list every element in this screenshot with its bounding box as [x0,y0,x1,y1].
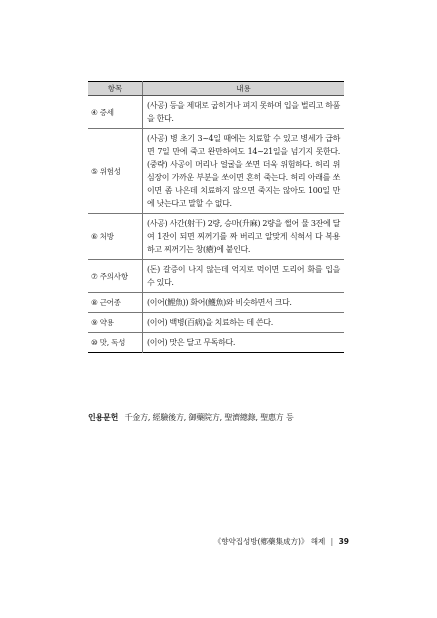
table-row [88,96,344,129]
row-label: ⑤ 위험성 [88,129,143,214]
header-item: 항목 [88,82,143,96]
row-label: ⑧ 근어종 [88,293,143,313]
row-text: (사공) 등을 제대로 굽히거나 펴지 못하며 입을 벌리고 하품을 한다. [143,96,345,129]
row-label: ⑦ 주의사항 [88,260,143,293]
references-label: 인용문헌 [88,413,119,422]
table-header-row [88,82,344,96]
references-line [88,412,293,423]
row-label: ⑨ 약용 [88,313,143,333]
row-label: ④ 증세 [88,96,143,129]
footer-title: 《향약집성방(鄕藥集成方)》 해제 [213,537,326,546]
table-row [88,260,344,293]
table-row [88,129,344,214]
row-text: (이어) 맛은 달고 무독하다. [143,333,345,353]
row-text: (사공) 사간(射干) 2량, 승마(升麻) 2량을 썰어 물 3잔에 달여 1잔이 되면 찌꺼기를 짜 버리고 알맞게 식혀서 다 복용하고 찌꺼기는 창(瘡)에 붙인다. [143,214,345,260]
table-row [88,293,344,313]
table-row [88,313,344,333]
page-number: 39 [338,537,349,546]
footer-separator: | [330,537,334,546]
table-row [88,333,344,353]
page-footer [214,536,349,547]
row-label: ⑥ 처방 [88,214,143,260]
table-row [88,214,344,260]
row-text: (이어(鯉魚)) 화어(鱯魚)와 비슷하면서 크다. [143,293,345,313]
row-text: (이어) 백병(百病)을 치료하는 데 쓴다. [143,313,345,333]
item-content-table [88,81,344,353]
row-text: (돈) 갈증이 나지 않는데 억지로 먹이면 도리어 화를 입을 수 있다. [143,260,345,293]
row-label: ⑩ 맛, 독성 [88,333,143,353]
header-content: 내용 [143,82,345,96]
references-text: 千金方, 經驗後方, 御藥院方, 聖濟總錄, 聖惠方 등 [124,413,294,422]
row-text: (사공) 병 초기 3~4일 때에는 치료할 수 있고 병세가 급하면 7일 만에 죽고 완만하여도 14~21일을 넘기지 못한다. (중략) 사공이 머리나 얼굴을 쏘면 더욱 위험하다. 허리 위 심장이 가까운 부분을 쏘이면 혼히 죽는다. 허리 아래를 쏘이면 좀 나은데 치료하지 않으면 죽지는 않아도 100일 만에 낫는다고 말할 수 없다. [143,129,345,214]
